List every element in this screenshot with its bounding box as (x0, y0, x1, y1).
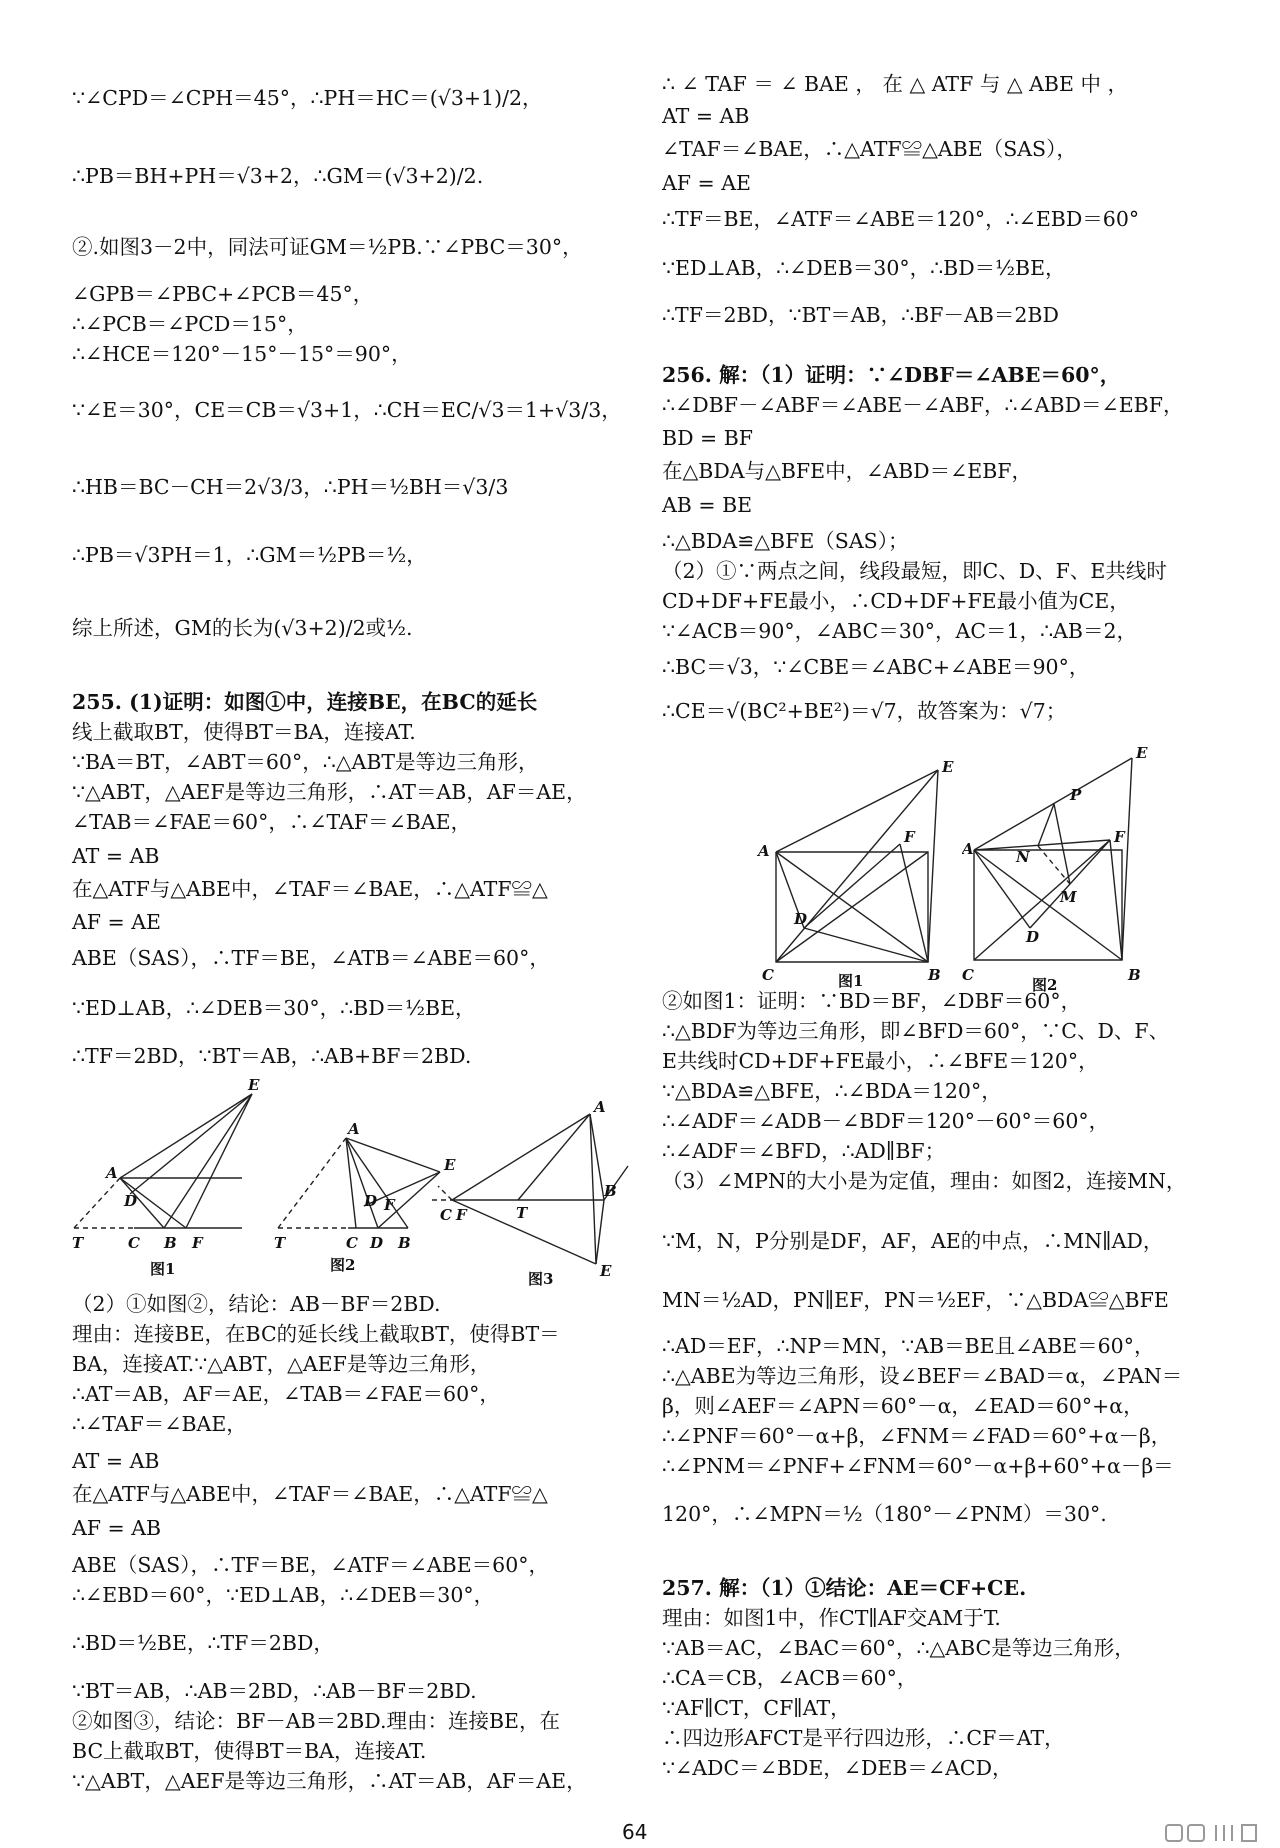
text-line: E共线时CD+DF+FE最小，∴∠BFE＝120°， (662, 1049, 1099, 1073)
svg-text:B: B (398, 1234, 411, 1252)
text-line: CD+DF+FE最小，∴CD+DF+FE最小值为CE， (662, 589, 1130, 613)
svg-text:A: A (348, 1120, 360, 1138)
svg-text:C: C (962, 966, 974, 984)
svg-text:D: D (364, 1192, 378, 1210)
text-line: ∵∠CPD＝∠CPH＝45°，∴PH＝HC＝(√3+1)/2， (72, 86, 543, 110)
text-line: ∵△ABT，△AEF是等边三角形，∴AT＝AB，AF＝AE， (72, 1769, 587, 1793)
svg-text:F: F (384, 1196, 395, 1214)
svg-text:C: C (346, 1234, 358, 1252)
text-line: 综上所述，GM的长为(√3+2)/2或½. (72, 616, 413, 640)
text-line: ∴TF＝BE，∠ATF＝∠ABE＝120°，∴∠EBD＝60° (662, 207, 1140, 231)
text-line: （3）∠MPN的大小是为定值，理由：如图2，连接MN， (662, 1169, 1187, 1193)
text-line: ∴四边形AFCT是平行四边形，∴CF＝AT， (662, 1726, 1065, 1750)
svg-text:A: A (106, 1164, 118, 1182)
text-line: ∴△BDF为等边三角形，即∠BFD＝60°，∵C、D、F、 (662, 1019, 1170, 1043)
figure-256-1 (752, 758, 960, 994)
text-line: ∠TAF＝∠BAE，∴△ATF≌△ABE（SAS）， (662, 137, 1077, 161)
figure-255-1 (72, 1078, 282, 1278)
figure-caption: 图3 (528, 1270, 554, 1288)
svg-text:C: C (440, 1206, 452, 1224)
text-line: ∵BT＝AB，∴AB＝2BD，∴AB－BF＝2BD. (72, 1679, 477, 1703)
text-line: ∴PB＝√3PH＝1，∴GM＝½PB＝½， (72, 543, 427, 567)
svg-text:D: D (1026, 928, 1040, 946)
svg-text:E: E (600, 1262, 612, 1280)
text-line: 256. 解：（1）证明：∵∠DBF＝∠ABE＝60°， (662, 363, 1121, 387)
text-line: ∵∠ACB＝90°，∠ABC＝30°，AC＝1，∴AB＝2， (662, 619, 1138, 643)
text-line: ∵ED⊥AB，∴∠DEB＝30°，∴BD＝½BE， (662, 256, 1066, 280)
text-line: ∵∠ADC＝∠BDE，∠DEB＝∠ACD， (662, 1756, 1013, 1780)
text-line: ∴CA＝CB，∠ACB＝60°， (662, 1666, 918, 1690)
text-line: ∴∠ADF＝∠ADB－∠BDF＝120°－60°＝60°， (662, 1109, 1110, 1133)
text-line: ②如图1：证明：∵BD＝BF，∠DBF＝60°， (662, 989, 1082, 1013)
text-line: 理由：连接BE，在BC的延长线上截取BT，使得BT＝ (72, 1322, 560, 1346)
svg-text:F: F (192, 1234, 203, 1252)
svg-text:E: E (1136, 744, 1148, 762)
text-line: ∵M，N，P分别是DF，AF，AE的中点，∴MN∥AD， (662, 1229, 1164, 1253)
figure-caption: 图1 (150, 1260, 176, 1278)
text-line: BA，连接AT.∵△ABT，△AEF是等边三角形， (72, 1352, 491, 1376)
text-line: （2）①如图②，结论：AB－BF＝2BD. (72, 1292, 441, 1316)
watermark-icon (1164, 1822, 1268, 1844)
text-line: ∴∠HCE＝120°－15°－15°＝90°， (72, 342, 412, 366)
text-line: ∴∠PCB＝∠PCD＝15°， (72, 312, 308, 336)
text-line: AT = AB (72, 1449, 160, 1473)
text-line: ∵△ABT，△AEF是等边三角形，∴AT＝AB，AF＝AE， (72, 780, 587, 804)
text-line: AT = AB (72, 844, 160, 868)
text-line: 在△BDA与△BFE中，∠ABD＝∠EBF， (662, 459, 1033, 483)
svg-text:T: T (274, 1234, 286, 1252)
text-line: AF = AB (72, 1516, 162, 1540)
svg-text:B: B (164, 1234, 177, 1252)
svg-text:D: D (370, 1234, 384, 1252)
svg-text:T: T (72, 1234, 84, 1252)
svg-text:F: F (456, 1206, 467, 1224)
text-line: ∵AB＝AC，∠BAC＝60°，∴△ABC是等边三角形， (662, 1636, 1135, 1660)
text-line: AF = AE (662, 171, 752, 195)
text-line: ABE（SAS），∴TF＝BE，∠ATB＝∠ABE＝60°， (72, 946, 550, 970)
text-line: ∵AF∥CT，CF∥AT， (662, 1696, 851, 1720)
text-line: 120°，∴∠MPN＝½（180°－∠PNM）＝30°. (662, 1502, 1107, 1526)
text-line: ∵∠E＝30°，CE＝CB＝√3+1，∴CH＝EC/√3＝1+√3/3， (72, 398, 622, 422)
text-line: 在△ATF与△ABE中，∠TAF＝∠BAE，∴△ATF≌△ (72, 877, 548, 901)
text-line: 255. (1)证明：如图①中，连接BE，在BC的延长 (72, 690, 538, 714)
svg-text:B: B (1128, 966, 1141, 984)
text-line: ∴TF＝2BD，∵BT＝AB，∴BF－AB＝2BD (662, 303, 1059, 327)
text-line: MN＝½AD，PN∥EF，PN＝½EF，∵△BDA≌△BFE (662, 1288, 1169, 1312)
svg-text:C: C (128, 1234, 140, 1252)
text-line: （2）①∵两点之间，线段最短，即C、D、F、E共线时 (662, 559, 1167, 583)
text-line: ∴∠DBF－∠ABF＝∠ABE－∠ABF，∴∠ABD＝∠EBF， (662, 393, 1184, 417)
text-line: ∴BC＝√3，∵∠CBE＝∠ABC+∠ABE＝90°， (662, 655, 1090, 679)
text-line: ABE（SAS），∴TF＝BE，∠ATF＝∠ABE＝60°， (72, 1553, 550, 1577)
figure-256-2 (962, 738, 1162, 996)
text-line: ∠TAB＝∠FAE＝60°，∴∠TAF＝∠BAE， (72, 810, 472, 834)
page-number: 64 (622, 1820, 648, 1844)
svg-text:D: D (124, 1192, 138, 1210)
svg-text:A: A (594, 1098, 606, 1116)
text-line: ∴CE＝√(BC²+BE²)＝√7，故答案为：√7； (662, 699, 1067, 723)
text-line: BC上截取BT，使得BT＝BA，连接AT. (72, 1739, 427, 1763)
text-line: ∴△BDA≌△BFE（SAS）； (662, 529, 909, 553)
svg-text:P: P (1070, 786, 1082, 804)
figure-caption: 图2 (330, 1256, 356, 1274)
text-line: 线上截取BT，使得BT＝BA，连接AT. (72, 720, 416, 744)
svg-text:B: B (604, 1182, 617, 1200)
text-line: β，则∠AEF＝∠APN＝60°－α，∠EAD＝60°+α， (662, 1394, 1144, 1418)
svg-text:E: E (248, 1078, 260, 1094)
text-line: ∴PB＝BH+PH＝√3+2，∴GM＝(√3+2)/2. (72, 164, 484, 188)
text-line: ∵ED⊥AB，∴∠DEB＝30°，∴BD＝½BE， (72, 996, 476, 1020)
text-line: ∵△BDA≌△BFE，∴∠BDA＝120°， (662, 1079, 1002, 1103)
svg-text:D: D (794, 910, 808, 928)
text-line: ②如图③，结论：BF－AB＝2BD.理由：连接BE，在 (72, 1709, 561, 1733)
text-line: 理由：如图1中，作CT∥AF交AM于T. (662, 1606, 1001, 1630)
figure-caption: 图1 (838, 972, 864, 990)
text-line: 在△ATF与△ABE中，∠TAF＝∠BAE，∴△ATF≌△ (72, 1482, 548, 1506)
text-line: ∴∠PNF＝60°－α+β，∠FNM＝∠FAD＝60°+α－β， (662, 1424, 1172, 1448)
figure-255-3 (432, 1078, 652, 1288)
text-line: ∴AD＝EF，∴NP＝MN，∵AB＝BE且∠ABE＝60°， (662, 1334, 1155, 1358)
svg-text:E: E (444, 1156, 456, 1174)
text-line: ∴∠EBD＝60°，∵ED⊥AB，∴∠DEB＝30°， (72, 1583, 495, 1607)
svg-text:B: B (928, 966, 941, 984)
text-line: ∴△ABE为等边三角形，设∠BEF＝∠BAD＝α，∠PAN＝ (662, 1364, 1183, 1388)
svg-text:F: F (904, 828, 915, 846)
text-line: AB = BE (662, 493, 753, 517)
svg-text:A: A (758, 842, 770, 860)
text-line: ∴∠ADF＝∠BFD，∴AD∥BF； (662, 1139, 946, 1163)
text-line: ∴HB＝BC－CH＝2√3/3，∴PH＝½BH＝√3/3 (72, 475, 509, 499)
text-line: ∴AT＝AB，AF＝AE，∠TAB＝∠FAE＝60°， (72, 1382, 500, 1406)
svg-text:N: N (1016, 848, 1030, 866)
svg-text:C: C (762, 966, 774, 984)
text-line: 257. 解：（1）①结论：AE＝CF+CE. (662, 1576, 1027, 1600)
text-line: ∠GPB＝∠PBC+∠PCB＝45°， (72, 282, 374, 306)
text-line: AF = AE (72, 910, 162, 934)
text-line: BD = BF (662, 426, 753, 450)
text-line: ∵BA＝BT，∠ABT＝60°，∴△ABT是等边三角形， (72, 750, 539, 774)
text-line: ②.如图3－2中，同法可证GM＝½PB.∵∠PBC＝30°， (72, 235, 583, 259)
svg-text:M: M (1060, 888, 1077, 906)
svg-text:F: F (1114, 828, 1125, 846)
svg-text:E: E (942, 758, 954, 776)
text-line: ∴ ∠ TAF ＝ ∠ BAE ， 在 △ ATF 与 △ ABE 中 ， (662, 72, 1128, 96)
text-line: ∴BD＝½BE，∴TF＝2BD， (72, 1631, 334, 1655)
figure-caption: 图2 (1032, 976, 1058, 994)
text-line: ∴TF＝2BD，∵BT＝AB，∴AB+BF＝2BD. (72, 1044, 472, 1068)
svg-text:T: T (516, 1204, 528, 1222)
text-line: ∴∠PNM＝∠PNF+∠FNM＝60°－α+β+60°+α－β＝ (662, 1454, 1174, 1478)
text-line: AT = AB (662, 104, 750, 128)
svg-text:A: A (962, 840, 974, 858)
text-line: ∴∠TAF＝∠BAE， (72, 1412, 247, 1436)
